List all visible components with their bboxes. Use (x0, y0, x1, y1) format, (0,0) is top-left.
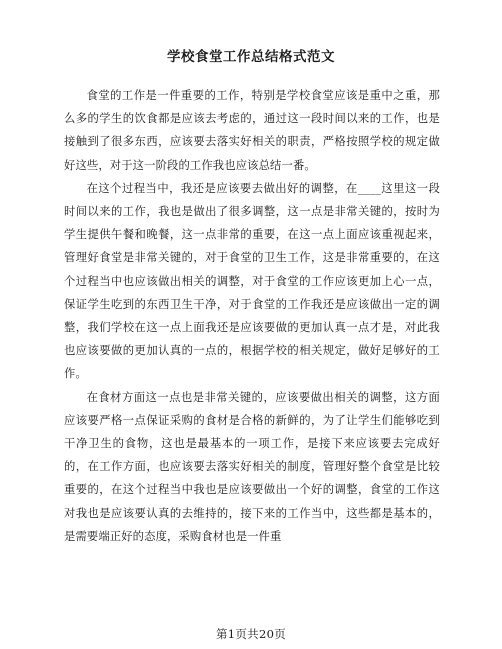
paragraph-3: 在食材方面这一点也是非常关键的，应该要做出相关的调整，这方面应该要严格一点保证采购的食材是合格的新鲜的，为了让学生们能够吃到干净卫生的食物，这也是最基本的一项工作，是接下来应该要去完成好的，在工作方面，也应该要去落实好相关的制度，管理好整个食堂是比较重要的，在这个过程当中我也是应该要做出一个好的调整，食堂的工作这对我也是应该要认真的去维持的，接下来的工作当中，这些都是基本的，是需要端正好的态度，采购食材也是一件重 (64, 390, 440, 543)
paragraph-1: 食堂的工作是一件重要的工作，特别是学校食堂应该是重中之重，那么多的学生的饮食都是应该去考虑的，通过这一段时间以来的工作，也是接触到了很多东西，应该要去落实好相关的职责，严格按照学校的规定做好这些，对于这一阶段的工作我也应该总结一番。 (64, 89, 440, 172)
paragraph-2: 在这个过程当中，我还是应该要去做出好的调整，在____这里这一段时间以来的工作，我也是做出了很多调整，这一点是非常关键的，按时为学生提供午餐和晚餐，这一点非常的重要，在这一点上面应该重视起来，管理好食堂是非常关键的，对于食堂的卫生工作，这是非常重要的，在这个过程当中也应该做出相关的调整，对于食堂的工作应该更加上心一点，保证学生吃到的东西卫生干净，对于食堂的工作我还是应该做出一定的调整，我们学校在这一点上面我还是应该要做的更加认真一点才是，对此我也应该要做的更加认真的一点的，根据学校的相关规定，做好足够好的工作。 (64, 181, 440, 381)
page-number-footer: 第1页共20页 (215, 627, 287, 641)
document-title: 学校食堂工作总结格式范文 (167, 49, 335, 65)
document-body (64, 84, 440, 548)
